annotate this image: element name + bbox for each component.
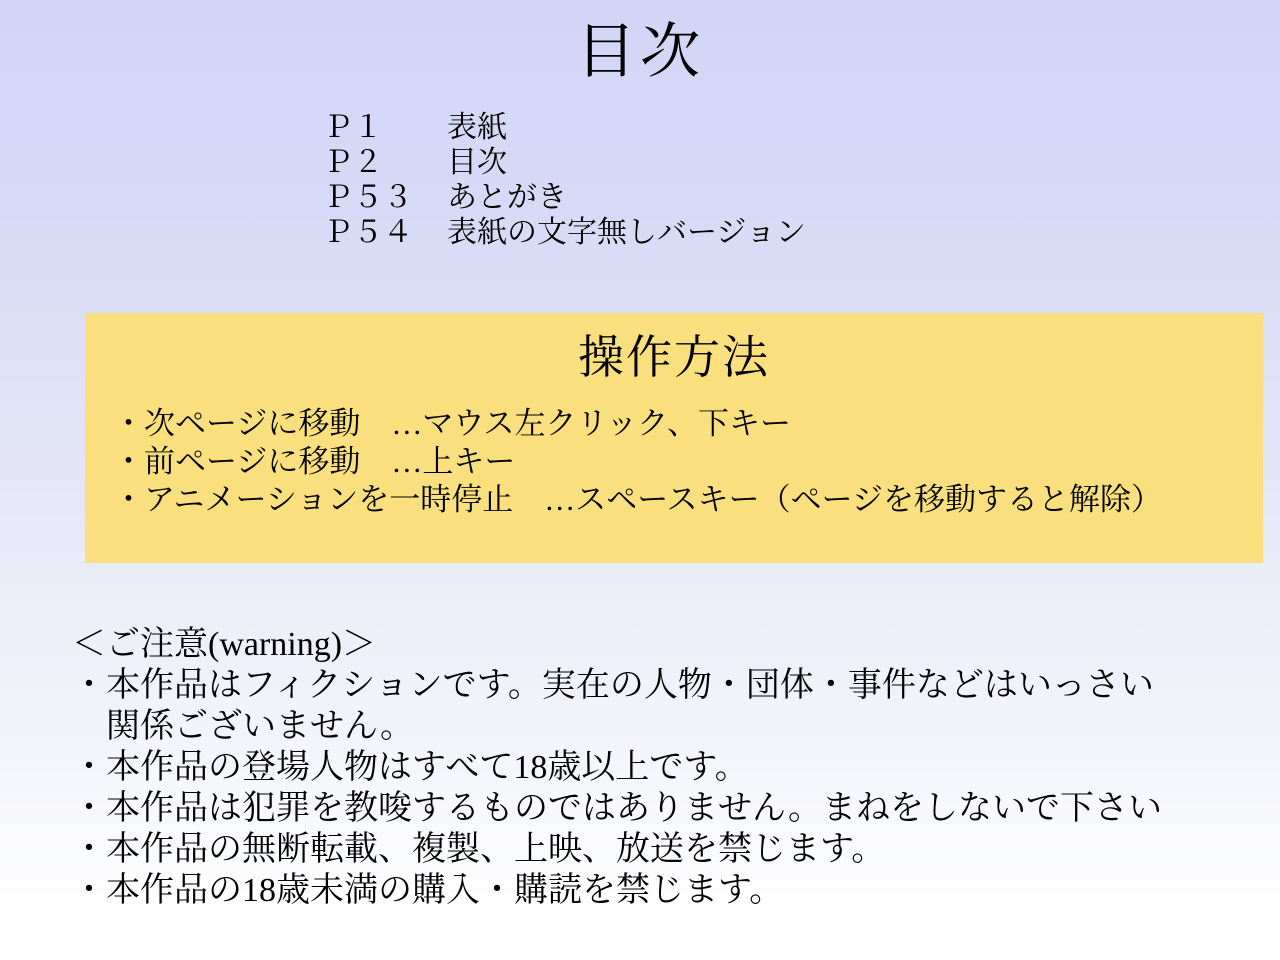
toc-label: 表紙 bbox=[447, 111, 507, 144]
toc-page-number: Ｐ５３ bbox=[323, 181, 413, 214]
toc-row bbox=[323, 145, 806, 180]
warning-heading: ＜ご注意(warning)＞ bbox=[72, 626, 377, 663]
warning-line: ・本作品の無断転載、複製、上映、放送を禁じます。 bbox=[72, 831, 886, 868]
warning-line: ・本作品の18歳未満の購入・購読を禁じます。 bbox=[72, 872, 784, 909]
page-title: 目次 bbox=[576, 19, 704, 85]
controls-instruction-line: ・次ページに移動 …マウス左クリック、下キー bbox=[113, 406, 791, 442]
toc-row bbox=[323, 110, 806, 145]
toc-row bbox=[323, 180, 806, 215]
controls-panel-title: 操作方法 bbox=[578, 332, 770, 383]
warning-line: ・本作品は犯罪を教唆するものではありません。まねをしないで下さい bbox=[72, 790, 1163, 827]
toc-page-number: Ｐ５４ bbox=[323, 216, 413, 249]
toc-page-number: Ｐ２ bbox=[323, 146, 383, 179]
controls-panel bbox=[85, 313, 1263, 563]
controls-instruction-line: ・前ページに移動 …上キー bbox=[113, 444, 516, 480]
toc-label: 表紙の文字無しバージョン bbox=[447, 216, 806, 249]
controls-instruction-line: ・アニメーションを一時停止 …スペースキー（ページを移動すると解除） bbox=[113, 482, 1163, 518]
toc-row bbox=[323, 215, 806, 250]
warning-line: ・本作品の登場人物はすべて18歳以上です。 bbox=[72, 749, 749, 786]
toc-page-number: Ｐ１ bbox=[323, 111, 383, 144]
toc-label: あとがき bbox=[447, 181, 567, 214]
warning-line: ・本作品はフィクションです。実在の人物・団体・事件などはいっさい bbox=[72, 667, 1154, 704]
warning-line: 関係ございません。 bbox=[72, 708, 415, 745]
warning-section bbox=[72, 624, 1162, 911]
controls-instructions bbox=[85, 405, 1263, 519]
toc-label: 目次 bbox=[447, 146, 507, 179]
table-of-contents bbox=[323, 110, 806, 250]
